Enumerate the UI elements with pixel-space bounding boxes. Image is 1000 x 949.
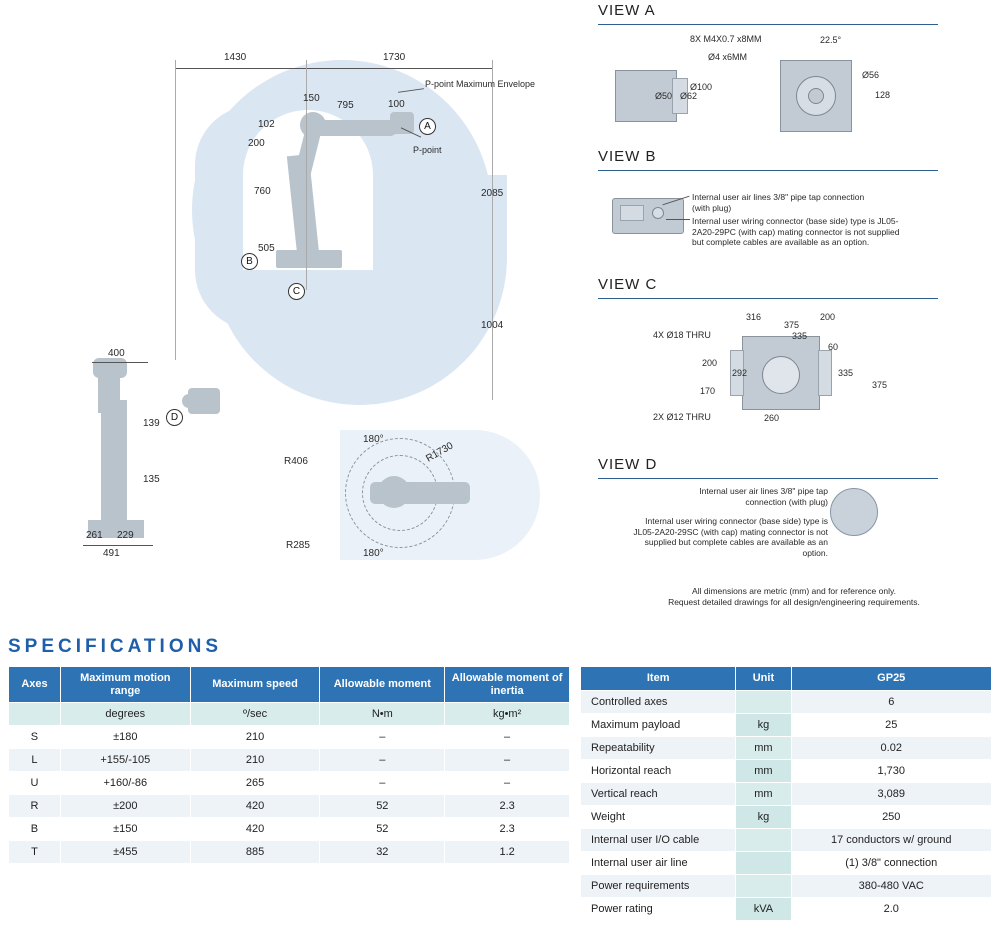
dim-292: 292 [732, 368, 748, 378]
dim-375-top: 375 [784, 320, 800, 330]
dim-tick-left [175, 60, 176, 360]
cell-value: 250 [791, 805, 992, 828]
callout-a: A [419, 118, 436, 135]
cell-speed: 210 [190, 726, 320, 749]
dim-o56: Ø56 [862, 70, 880, 80]
cell-unit: kg [736, 805, 791, 828]
cell-axis: T [9, 841, 61, 864]
view-d-note-wiring: Internal user wiring connector (base side) type is JL05-2A20-29SC (with cap) mating connector is not supplied but complete cables are available as an option. [633, 516, 828, 558]
cell-inertia: 1.2 [445, 841, 570, 864]
view-b-note-wiring: Internal user wiring connector (base side) type is JL05-2A20-29PC (with cap) mating connector is not supplied but complete cables are available as an option. [692, 216, 900, 248]
views-panel [580, 0, 1000, 625]
col-max-speed: Maximum speed [190, 667, 320, 703]
dim-135: 135 [143, 474, 160, 485]
cell-inertia: – [445, 726, 570, 749]
cell-unit [736, 828, 791, 851]
dim-335-right: 335 [838, 368, 854, 378]
robot-drawing-panel [0, 0, 575, 625]
cell-inertia: 2.3 [445, 818, 570, 841]
cell-unit: mm [736, 782, 791, 805]
dim-4x-o18: 4X Ø18 THRU [653, 330, 711, 340]
p-point-envelope-text: P-point Maximum Envelope [425, 79, 536, 89]
dim-200-top: 200 [820, 312, 836, 322]
cell-item: Controlled axes [581, 690, 736, 713]
side-robot-column [101, 400, 127, 525]
view-d-detail-circle [830, 488, 878, 536]
view-a-title: VIEW A [598, 2, 656, 19]
dim-line-491 [83, 545, 153, 546]
table-header-row [9, 667, 570, 703]
cell-moment: – [320, 749, 445, 772]
cell-item: Internal user air line [581, 851, 736, 874]
cell-speed: 420 [190, 795, 320, 818]
side-robot-head [93, 358, 127, 378]
table-row [9, 749, 570, 772]
cell-value: 0.02 [791, 736, 992, 759]
cell-value: 3,089 [791, 782, 992, 805]
cell-axis: B [9, 818, 61, 841]
cell-range: ±180 [60, 726, 190, 749]
cell-range: ±200 [60, 795, 190, 818]
view-a-face-circle-inner [808, 88, 824, 104]
table-row [581, 805, 992, 828]
dim-line-1430 [175, 68, 306, 69]
cell-value: 17 conductors w/ ground [791, 828, 992, 851]
cell-speed: 265 [190, 772, 320, 795]
cell-value: 25 [791, 713, 992, 736]
cell-inertia: 2.3 [445, 795, 570, 818]
plan-robot-hub [378, 476, 410, 508]
dim-60: 60 [828, 342, 839, 352]
table-row [9, 726, 570, 749]
cell-moment: 52 [320, 818, 445, 841]
dim-760: 760 [254, 186, 271, 197]
dim-505: 505 [258, 243, 275, 254]
callout-c: C [288, 283, 305, 300]
cell-axis: U [9, 772, 61, 795]
col-unit: Unit [736, 667, 791, 691]
cell-value: 2.0 [791, 897, 992, 920]
view-a-rule [598, 24, 938, 25]
view-c-title: VIEW C [598, 276, 658, 293]
view-d-rule [598, 478, 938, 479]
cell-item: Horizontal reach [581, 759, 736, 782]
dim-line-1730 [306, 68, 492, 69]
table-row [581, 736, 992, 759]
dim-170: 170 [700, 386, 716, 396]
cell-item: Vertical reach [581, 782, 736, 805]
cell-moment: – [320, 726, 445, 749]
table-row [581, 690, 992, 713]
footnote-line-1: All dimensions are metric (mm) and for reference only. [692, 586, 896, 596]
footnote [620, 586, 968, 607]
unit-max-speed: º/sec [190, 703, 320, 726]
view-b-note-air: Internal user air lines 3/8" pipe tap connection (with plug) [692, 192, 865, 213]
dim-8x-m4: 8X M4X0.7 x8MM [690, 34, 762, 44]
dim-o62: Ø62 [680, 91, 698, 101]
cell-moment: 32 [320, 841, 445, 864]
unit-inertia: kg•m² [445, 703, 570, 726]
dim-o4x6: Ø4 x6MM [708, 52, 748, 62]
unit-moment: N•m [320, 703, 445, 726]
dim-22-5deg: 22.5° [820, 35, 842, 45]
cell-inertia: – [445, 749, 570, 772]
cell-value: (1) 3/8" connection [791, 851, 992, 874]
dim-o50: Ø50 [655, 91, 673, 101]
dim-102: 102 [258, 119, 275, 130]
cell-item: Maximum payload [581, 713, 736, 736]
cell-axis: R [9, 795, 61, 818]
cell-item: Repeatability [581, 736, 736, 759]
table-row [9, 772, 570, 795]
dim-R285: R285 [286, 540, 310, 551]
view-c-tab-right [818, 350, 832, 396]
dim-tick-right [492, 60, 493, 400]
cell-range: ±455 [60, 841, 190, 864]
col-allowable-inertia: Allowable moment of inertia [445, 667, 570, 703]
dim-180-top: 180° [363, 434, 384, 445]
col-axes: Axes [9, 667, 61, 703]
dim-139: 139 [143, 418, 160, 429]
table-row [581, 759, 992, 782]
dim-200-left: 200 [702, 358, 718, 368]
cell-inertia: – [445, 772, 570, 795]
dim-229: 229 [117, 530, 134, 541]
table-row [9, 818, 570, 841]
cell-unit: kg [736, 713, 791, 736]
callout-d: D [166, 409, 183, 426]
cell-range: +160/-86 [60, 772, 190, 795]
col-allowable-moment: Allowable moment [320, 667, 445, 703]
cell-item: Weight [581, 805, 736, 828]
table-row [581, 782, 992, 805]
cell-unit: mm [736, 736, 791, 759]
view-b-title: VIEW B [598, 148, 657, 165]
view-c-bore [762, 356, 800, 394]
table-row-units [9, 703, 570, 726]
dim-1004: 1004 [481, 320, 504, 331]
item-specifications-table [580, 666, 992, 921]
cell-range: +155/-105 [60, 749, 190, 772]
dim-150: 150 [303, 93, 320, 104]
cell-unit [736, 690, 791, 713]
callout-b: B [241, 253, 258, 270]
dim-o100: Ø100 [690, 82, 713, 92]
table-row [9, 795, 570, 818]
cell-axis: S [9, 726, 61, 749]
dim-491: 491 [103, 548, 120, 559]
col-motion-range: Maximum motion range [60, 667, 190, 703]
view-b-rule [598, 170, 938, 171]
dim-2x-o12: 2X Ø12 THRU [653, 412, 711, 422]
dim-795: 795 [337, 100, 354, 111]
cell-speed: 885 [190, 841, 320, 864]
cell-item: Power rating [581, 897, 736, 920]
cell-speed: 420 [190, 818, 320, 841]
dim-R1730: R1730 [424, 440, 456, 465]
cell-unit: kVA [736, 897, 791, 920]
table-row [581, 874, 992, 897]
axes-specifications-table [8, 666, 570, 864]
table-row [581, 851, 992, 874]
view-d-title: VIEW D [598, 456, 658, 473]
dim-180-bottom: 180° [363, 548, 384, 559]
cell-moment: – [320, 772, 445, 795]
view-d-note-air: Internal user air lines 3/8" pipe tap connection (with plug) [699, 486, 828, 507]
footnote-line-2: Request detailed drawings for all design/engineering requirements. [668, 596, 920, 607]
dim-400: 400 [108, 348, 125, 359]
robot-elbow [300, 112, 326, 138]
dim-1430: 1430 [224, 52, 247, 63]
cell-unit [736, 851, 791, 874]
cell-unit [736, 874, 791, 897]
dim-line-400 [92, 362, 148, 363]
label-p-point: P-point [413, 145, 442, 155]
cell-item: Power requirements [581, 874, 736, 897]
view-b-connector [620, 205, 644, 221]
unit-axes [9, 703, 61, 726]
table-header-row [581, 667, 992, 691]
dim-1730: 1730 [383, 52, 406, 63]
label-p-point-envelope [425, 79, 536, 90]
table-row [581, 713, 992, 736]
col-item: Item [581, 667, 736, 691]
cell-value: 380-480 VAC [791, 874, 992, 897]
cell-range: ±150 [60, 818, 190, 841]
cell-unit: mm [736, 759, 791, 782]
view-b-port [652, 207, 664, 219]
dim-261: 261 [86, 530, 103, 541]
cell-moment: 52 [320, 795, 445, 818]
cell-speed: 210 [190, 749, 320, 772]
table-row [9, 841, 570, 864]
dim-260: 260 [764, 413, 780, 423]
table-row [581, 828, 992, 851]
dim-2085: 2085 [481, 188, 504, 199]
table-row [581, 897, 992, 920]
dim-100: 100 [388, 99, 405, 110]
cell-item: Internal user I/O cable [581, 828, 736, 851]
dim-316: 316 [746, 312, 762, 322]
col-gp25: GP25 [791, 667, 992, 691]
view-c-rule [598, 298, 938, 299]
specifications-title: SPECIFICATIONS [8, 636, 222, 657]
cell-value: 6 [791, 690, 992, 713]
cell-value: 1,730 [791, 759, 992, 782]
dim-375-right: 375 [872, 380, 888, 390]
dim-128: 128 [875, 90, 891, 100]
unit-motion-range: degrees [60, 703, 190, 726]
dim-335-top: 335 [792, 331, 808, 341]
dim-R406: R406 [284, 456, 308, 467]
view-b-leader-2 [666, 219, 690, 220]
cell-axis: L [9, 749, 61, 772]
detail-d-part2 [182, 394, 196, 408]
dim-200: 200 [248, 138, 265, 149]
